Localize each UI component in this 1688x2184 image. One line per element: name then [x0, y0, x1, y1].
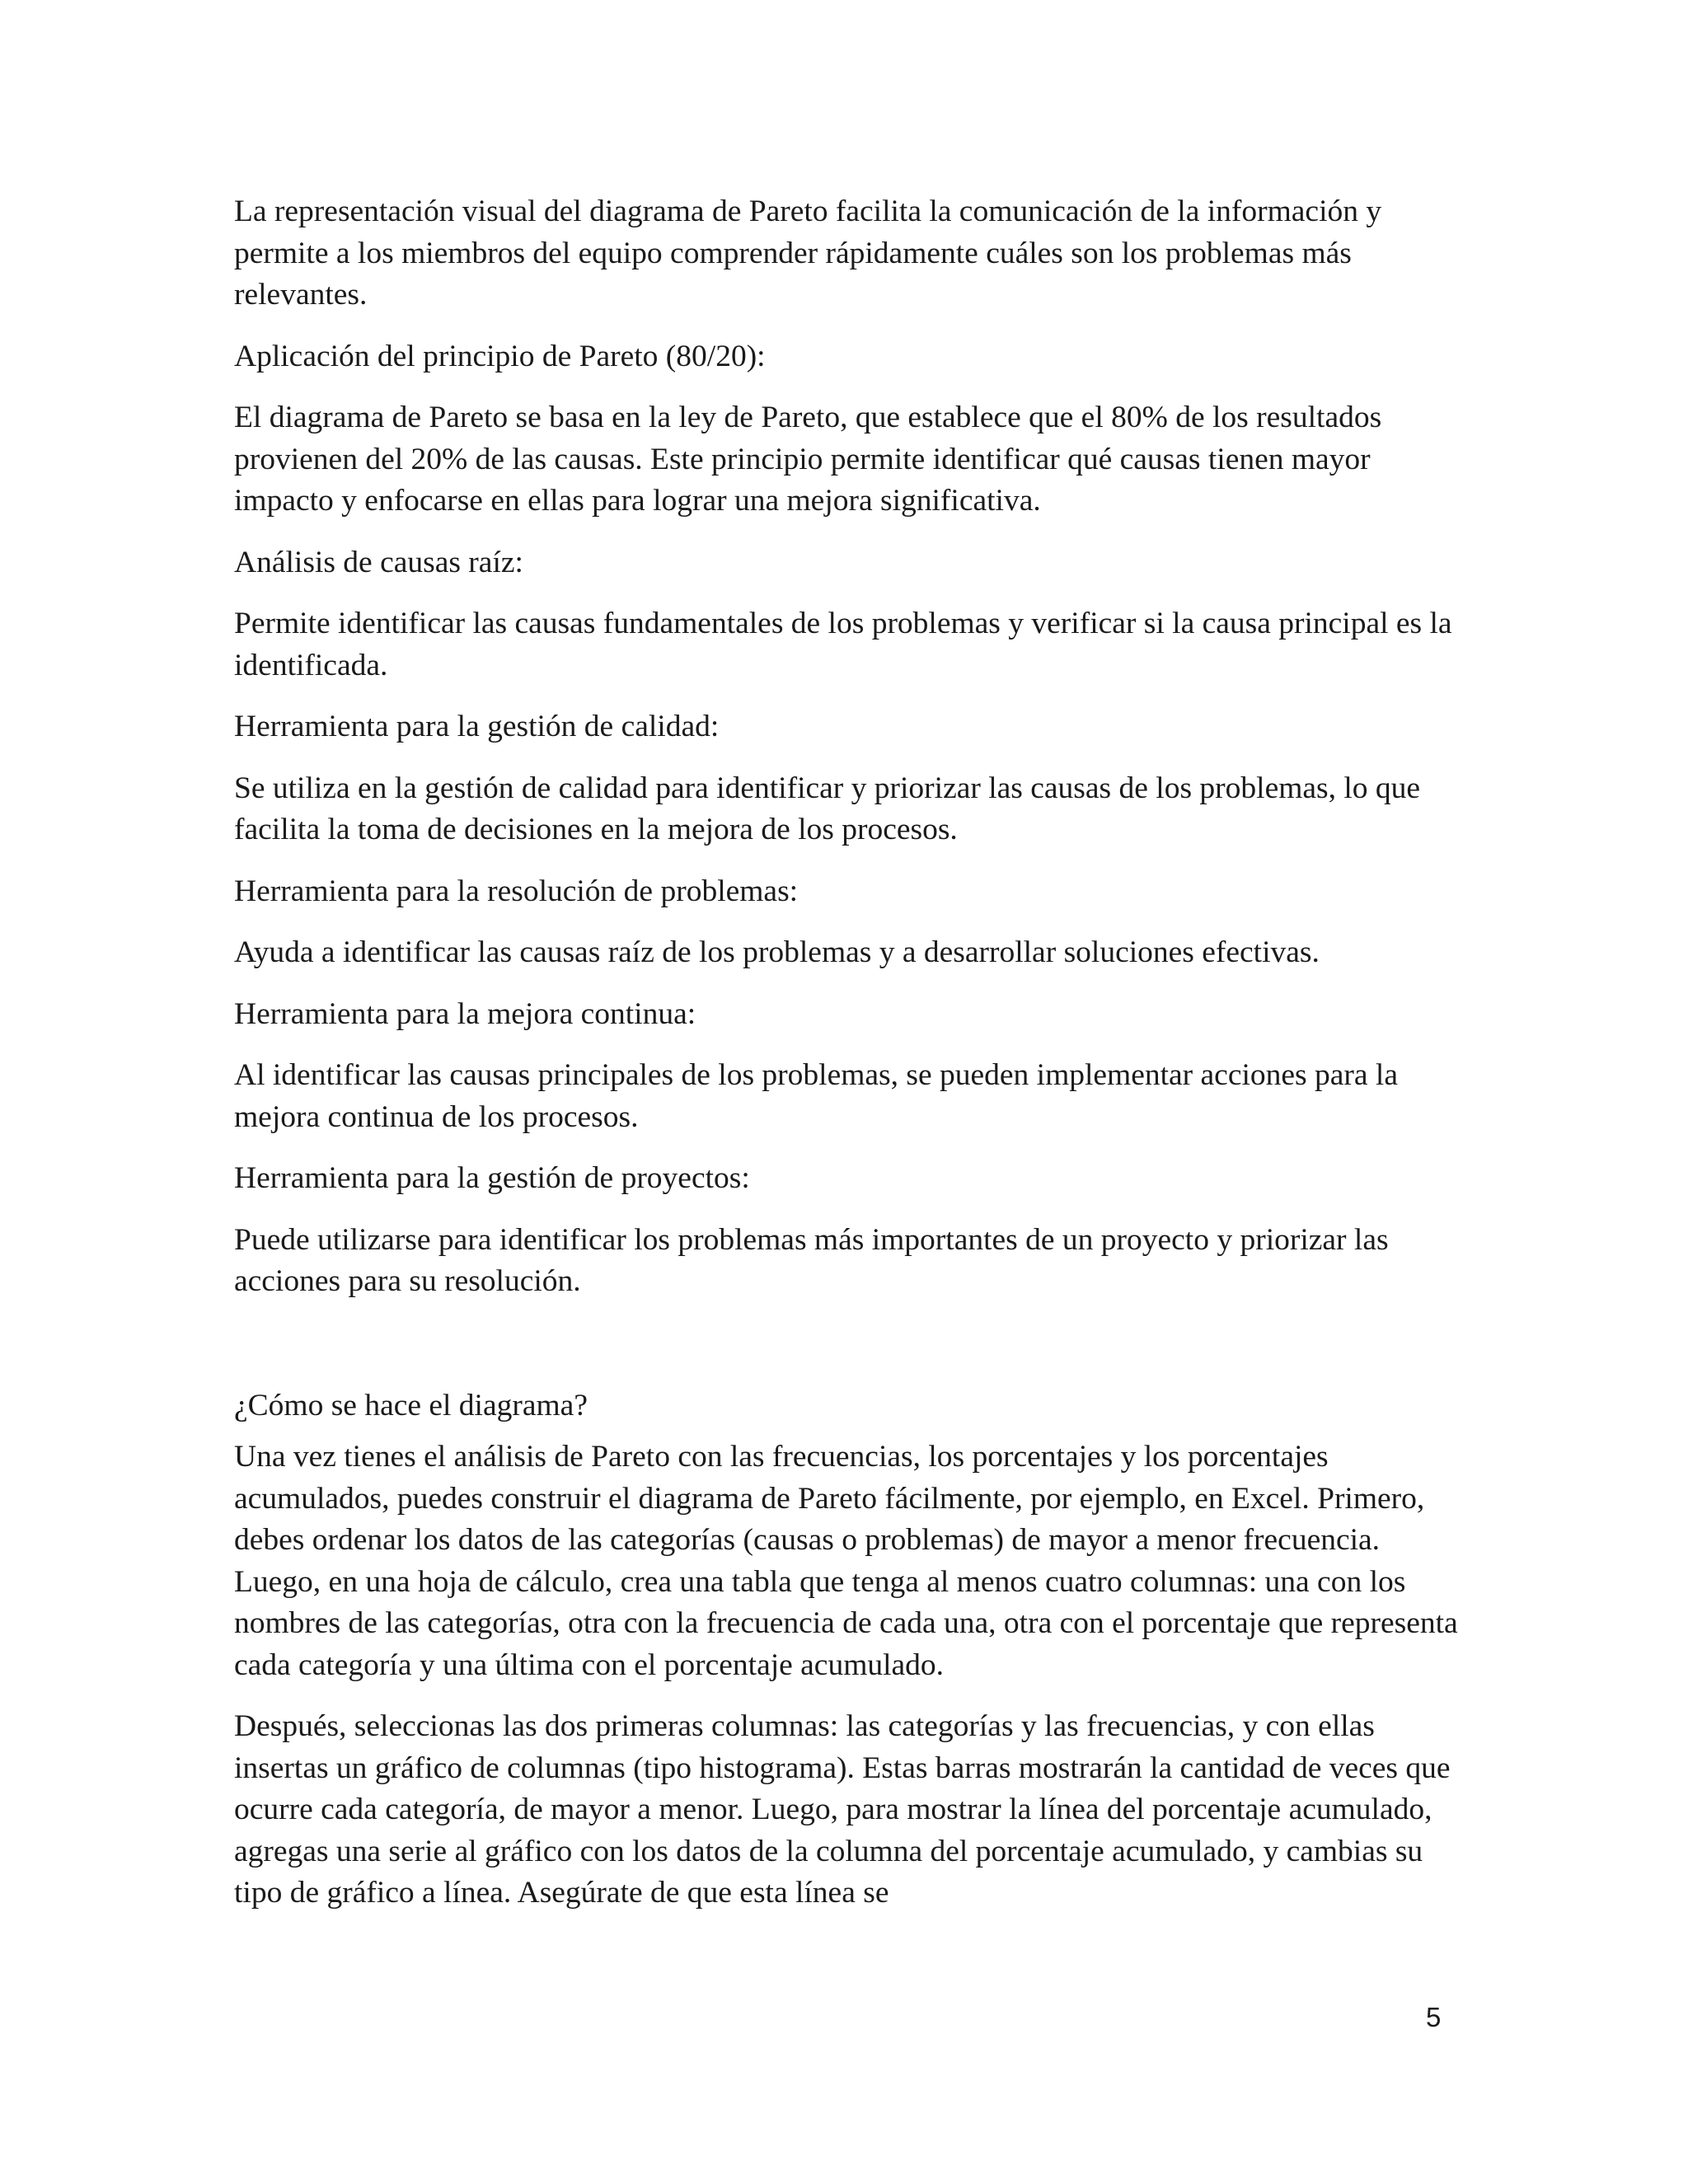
heading-root-cause-analysis: Análisis de causas raíz: [234, 545, 523, 579]
paragraph-how-to-build: Una vez tienes el análisis de Pareto con las frecuencias, los porcentajes y los porcentajes acumulados, puedes construir el diagrama de Pareto fácilmente, por ejemplo, en Excel. Primero, debes ordenar los datos de las categorías (causas o problemas) de mayor a menor frecuencia. Luego, en una hoja de cálculo, crea una tabla que tenga al menos cuatro columnas: una con los nombres de las categorías, otra con la frecuencia de cada una, otra con el porcentaje que representa cada categoría y una última con el porcentaje acumulado. [234, 1440, 1458, 1682]
heading-project-management: Herramienta para la gestión de proyectos: [234, 1161, 750, 1195]
document-body [234, 191, 1470, 1934]
paragraph-quality-management: Se utiliza en la gestión de calidad para identificar y priorizar las causas de los problemas, lo que facilita la toma de decisiones en la mejora de los procesos. [234, 771, 1421, 846]
paragraph-project-management: Puede utilizarse para identificar los problemas más importantes de un proyecto y priorizar las acciones para su resolución. [234, 1222, 1389, 1298]
page-number: 5 [1426, 2002, 1442, 2032]
heading-continuous-improvement: Herramienta para la mejora continua: [234, 996, 696, 1031]
paragraph-problem-solving: Ayuda a identificar las causas raíz de los problemas y a desarrollar soluciones efectivas. [234, 935, 1320, 969]
paragraph-continuous-improvement: Al identificar las causas principales de los problemas, se pueden implementar acciones para la mejora continua de los procesos. [234, 1058, 1398, 1134]
paragraph-chart-steps: Después, seleccionas las dos primeras columnas: las categorías y las frecuencias, y con ellas insertas un gráfico de columnas (tipo histograma). Estas barras mostrarán la cantidad de veces que ocurre cada categoría, de mayor a menor. Luego, para mostrar la línea del porcentaje acumulado, agregas una serie al gráfico con los datos de la columna del porcentaje acumulado, y cambias su tipo de gráfico a línea. Asegúrate de que esta línea se [234, 1709, 1451, 1910]
heading-how-to-make-diagram: ¿Cómo se hace el diagrama? [234, 1388, 588, 1422]
heading-problem-solving: Herramienta para la resolución de problemas: [234, 874, 799, 908]
paragraph-root-cause-analysis: Permite identificar las causas fundamentales de los problemas y verificar si la causa principal es la identificada. [234, 607, 1452, 682]
heading-quality-management: Herramienta para la gestión de calidad: [234, 710, 720, 743]
paragraph-visual-representation: La representación visual del diagrama de Pareto facilita la comunicación de la información y permite a los miembros del equipo comprender rápidamente cuáles son los problemas más relevantes. [234, 194, 1382, 312]
paragraph-pareto-principle: El diagrama de Pareto se basa en la ley de Pareto, que establece que el 80% de los resultados provienen del 20% de las causas. Este principio permite identificar qué causas tienen mayor impacto y enfocarse en ellas para lograr una mejora significativa. [234, 401, 1382, 518]
heading-pareto-principle: Aplicación del principio de Pareto (80/20): [234, 339, 766, 373]
